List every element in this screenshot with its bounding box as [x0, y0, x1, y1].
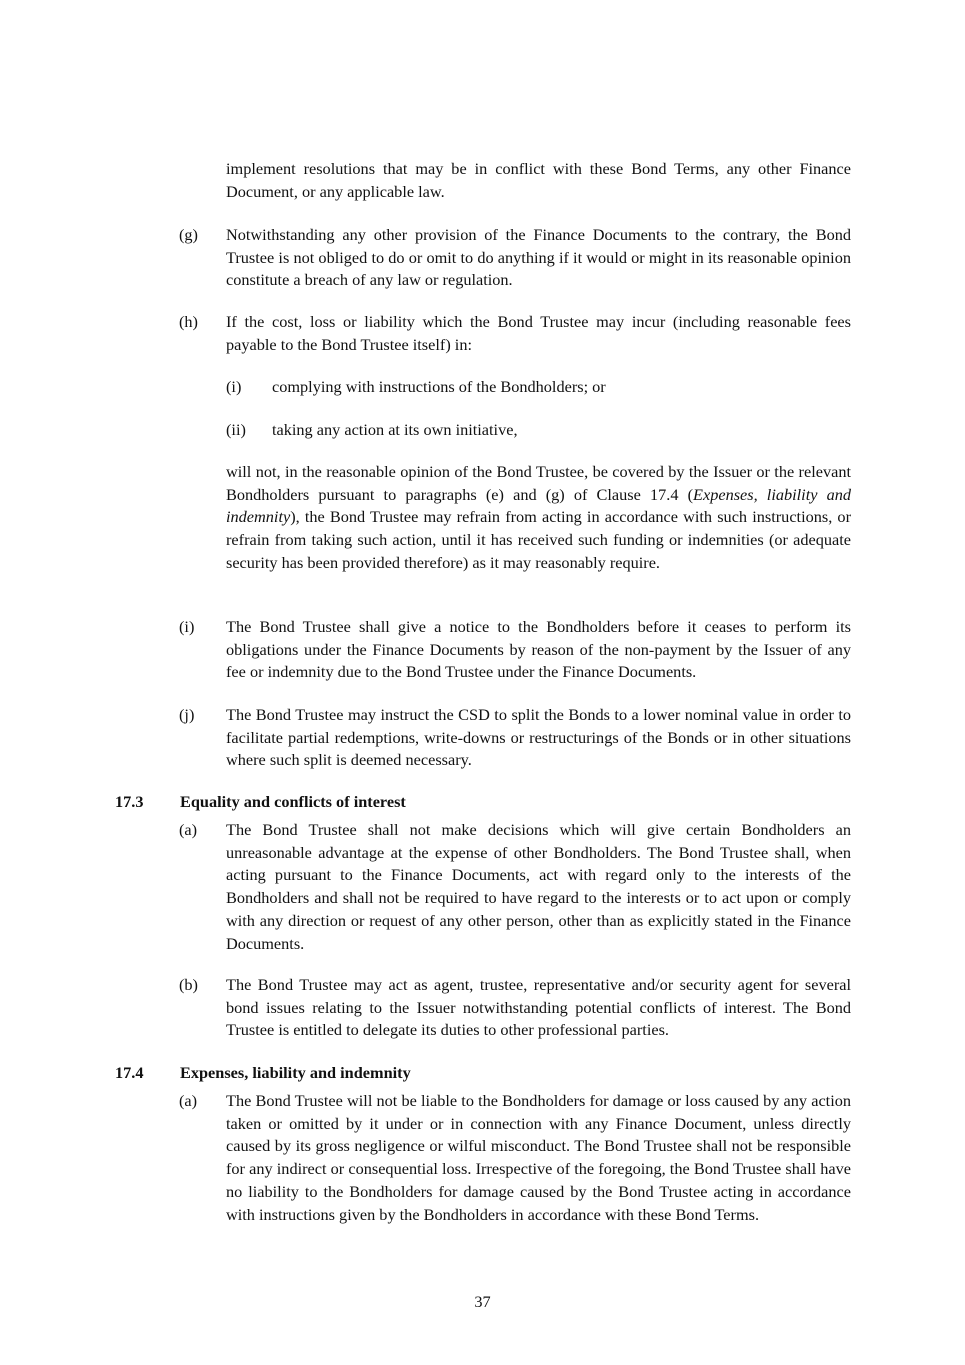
section-17-3-b-text: The Bond Trustee may act as agent, trustee, representative and/or security agent for several bond issues relating to the Issuer notwithstanding potential conflicts of interest. The Bond Trustee is entitled to delegate its duties to other professional parties.	[226, 975, 851, 1040]
section-17-3-a-label: (a)	[179, 820, 198, 839]
para-g-text: Notwithstanding any other provision of the Finance Documents to the contrary, the Bond Trustee is not obliged to do or omit to do anything if it would or might in its reasonable opinion constitute a breach of any law or regulation.	[226, 225, 851, 290]
para-h-sub-i-label: (i)	[226, 377, 242, 396]
section-17-4-title: Expenses, liability and indemnity	[180, 1063, 411, 1082]
section-17-4-a-label: (a)	[179, 1091, 198, 1110]
para-h-intro: If the cost, loss or liability which the Bond Trustee may incur (including reasonable fees payable to the Bond Trustee itself) in:	[226, 312, 851, 354]
section-17-3-a-text: The Bond Trustee shall not make decisions which will give certain Bondholders an unreasonable advantage at the expense of other Bondholders. The Bond Trustee shall, when acting pursuant to the Finance Documents, act with regard only to the interests of the Bondholders and shall not be required to have regard to the interests or to act upon or comply with any direction or request of any other person, other than as explicitly stated in the Finance Documents.	[226, 820, 851, 953]
section-17-3-title: Equality and conflicts of interest	[180, 792, 406, 811]
para-h-sub-ii-label: (ii)	[226, 420, 246, 439]
section-17-3-number: 17.3	[115, 792, 144, 811]
page-number: 37	[474, 1292, 491, 1311]
continuation-paragraph: implement resolutions that may be in conflict with these Bond Terms, any other Finance Document, or any applicable law.	[226, 159, 851, 201]
para-j-label: (j)	[179, 705, 195, 724]
para-h-tail-part-2: ), the Bond Trustee may refrain from acting in accordance with such instructions, or refrain from taking such action, until it has received such funding or indemnities (or adequate security has been provided therefore) as it may reasonably require.	[226, 507, 851, 572]
para-j-text: The Bond Trustee may instruct the CSD to split the Bonds to a lower nominal value in order to facilitate partial redemptions, write-downs or restructurings of the Bonds or in other situations where such split is deemed necessary.	[226, 705, 851, 770]
para-h-tail-part-1: will not, in the reasonable opinion of the Bond Trustee, be covered by the Issuer or the relevant Bondholders pursuant to paragraphs (e) and (g) of Clause 17.4 (	[226, 462, 851, 504]
para-h-sub-i-text: complying with instructions of the Bondholders; or	[272, 377, 606, 396]
para-i-label: (i)	[179, 617, 195, 636]
para-i-text: The Bond Trustee shall give a notice to the Bondholders before it ceases to perform its obligations under the Finance Documents by reason of the non-payment by the Issuer of any fee or indemnity due to the Bond Trustee under the Finance Documents.	[226, 617, 851, 682]
section-17-3-b-label: (b)	[179, 975, 198, 994]
para-h-sub-ii-text: taking any action at its own initiative,	[272, 420, 518, 439]
para-h-label: (h)	[179, 312, 198, 331]
para-g-label: (g)	[179, 225, 198, 244]
clause-reference-italic: Expenses, liability and indemnity	[226, 484, 852, 527]
para-h-tail	[226, 461, 851, 575]
section-17-4-number: 17.4	[115, 1063, 144, 1082]
section-17-4-a-text: The Bond Trustee will not be liable to the Bondholders for damage or loss caused by any action taken or omitted by it under or in connection with any Finance Document, unless directly caused by its gross negligence or wilful misconduct. The Bond Trustee shall not be responsible for any indirect or consequential loss. Irrespective of the foregoing, the Bond Trustee shall have no liability to the Bondholders for damage caused by the Bond Trustee acting in accordance with instructions given by the Bondholders in accordance with these Bond Terms.	[226, 1091, 851, 1224]
